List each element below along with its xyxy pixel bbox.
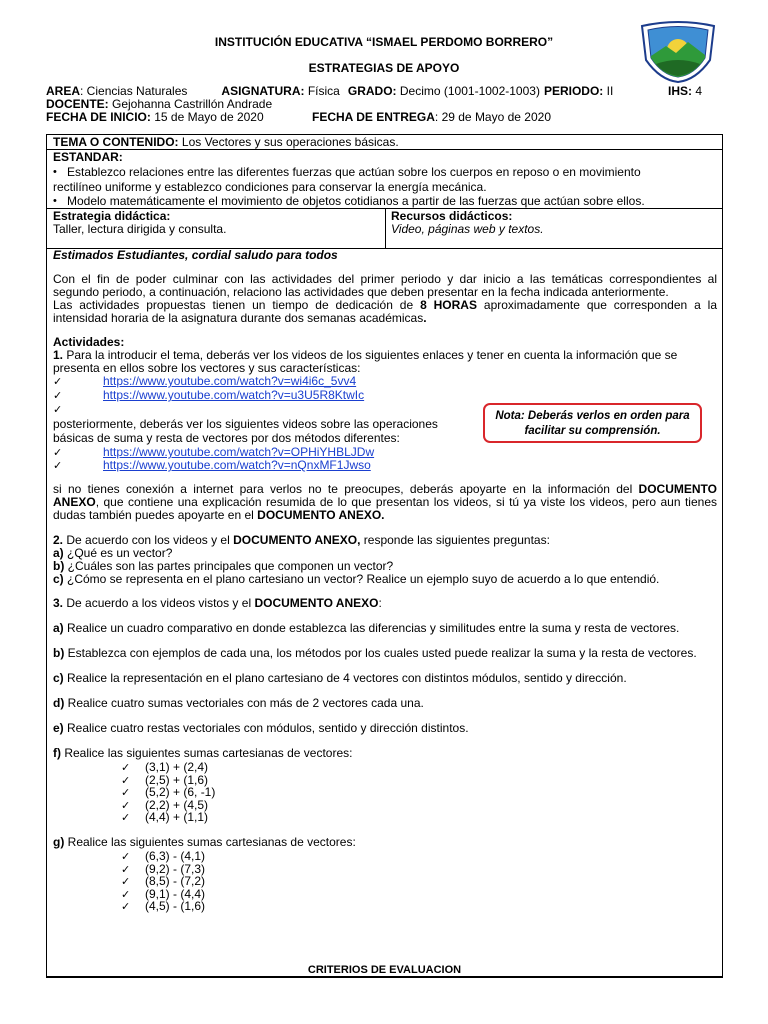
expression: (9,2) - (7,3)	[145, 861, 206, 876]
video-link-2[interactable]: https://www.youtube.com/watch?v=u3U5R8KtwIc	[103, 388, 365, 402]
question-a: a) ¿Qué es un vector?	[53, 546, 173, 560]
item-b: b) Establezca con ejemplos de cada una, los métodos por los cuales usted puede realizar la suma y la resta de vectores.	[53, 646, 697, 660]
fecha-inicio-value: 15 de Mayo de 2020	[150, 110, 264, 124]
school-seal	[636, 20, 720, 84]
video-link-4[interactable]: https://www.youtube.com/watch?v=nQnxMF1Jwso	[103, 458, 371, 472]
video-link-3[interactable]: https://www.youtube.com/watch?v=OPHiYHBLJDw	[103, 445, 375, 459]
periodo-label: PERIODO:	[543, 84, 604, 98]
criterios-heading: CRITERIOS DE EVALUACION	[307, 964, 462, 976]
check-icon: ✓	[121, 762, 131, 774]
item-f: f) Realice las siguientes sumas cartesianas de vectores:	[53, 746, 353, 760]
act1-line-1: 1. Para la introducir el tema, deberás ver los videos de los siguientes enlaces y tener en cuenta la información que se	[53, 348, 678, 362]
ihs	[668, 85, 702, 98]
estrategia-row	[47, 209, 722, 249]
link-row	[53, 389, 717, 403]
question-b: b) ¿Cuáles son las partes principales que componen un vector?	[53, 559, 394, 573]
video-link-1[interactable]: https://www.youtube.com/watch?v=wi4i6c_5vv4	[103, 374, 357, 388]
expression-row	[53, 900, 717, 914]
noconn-line-3: dudas también puedes apoyarte en el DOCUMENTO ANEXO.	[53, 508, 385, 522]
column-divider	[385, 209, 386, 249]
check-icon: ✓	[121, 799, 131, 812]
area-value: : Ciencias Naturales	[80, 84, 188, 98]
estrategia-value: Taller, lectura dirigida y consulta.	[53, 222, 227, 236]
act2-line: 2. De acuerdo con los videos y el DOCUMENTO ANEXO, responde las siguientes preguntas:	[53, 533, 550, 547]
ihs-value: 4	[692, 84, 703, 98]
expression: (9,1) - (4,4)	[145, 886, 206, 901]
area-label: AREA	[46, 84, 81, 98]
periodo-value: II	[603, 84, 614, 98]
grado-label: GRADO:	[347, 84, 397, 98]
fecha-entrega	[312, 111, 551, 124]
post-line-1: posteriormente, deberás ver los siguientes videos sobre las operaciones	[53, 417, 438, 431]
docente-label: DOCENTE:	[46, 97, 109, 111]
actividades-label: Actividades:	[53, 335, 125, 349]
item-g: g) Realice las siguientes sumas cartesianas de vectores:	[53, 835, 356, 849]
expression: (5,2) + (6, -1)	[145, 785, 216, 799]
asignatura-label: ASIGNATURA:	[221, 84, 305, 98]
estandar-1a: Establezco relaciones entre las diferentes fuerzas que actúan sobre los cuerpos en reposo o en movimiento	[67, 165, 641, 179]
check-icon: ✓	[121, 888, 131, 901]
expression: (2,2) + (4,5)	[145, 797, 209, 812]
check-icon: ✓	[121, 876, 131, 888]
link-row	[53, 459, 717, 473]
question-c: c) ¿Cómo se representa en el plano cartesiano un vector? Realice un ejemplo suyo de acuerdo a lo que entendió.	[53, 572, 660, 586]
expression: (3,1) + (2,4)	[145, 760, 209, 774]
item-d: d) Realice cuatro sumas vectoriales con más de 2 vectores cada una.	[53, 696, 424, 710]
estandar-2: Modelo matemáticamente el movimiento de objetos cotidianos a partir de las fuerzas que actúan sobre ellos.	[67, 194, 645, 208]
docente-value: Gejohanna Castrillón Andrade	[108, 97, 273, 111]
check-icon: ✓	[53, 376, 63, 388]
check-icon: ✓	[53, 404, 63, 416]
tema-row	[47, 135, 722, 150]
expression-row	[53, 811, 717, 825]
tema-label: TEMA O CONTENIDO:	[53, 135, 179, 149]
expression: (2,5) + (1,6)	[145, 772, 209, 787]
document-type: ESTRATEGIAS DE APOYO	[308, 61, 460, 75]
intro-line-2: segundo periodo, a continuación, relaciono las actividades que deben presentar en la fecha indicada anteriormente.	[53, 285, 669, 299]
act3-line: 3. De acuerdo a los videos vistos y el DOCUMENTO ANEXO:	[53, 596, 382, 610]
fecha-entrega-label: FECHA DE ENTREGA	[312, 110, 435, 124]
asignatura-value: Física	[304, 84, 340, 98]
school-name: INSTITUCIÓN EDUCATIVA “ISMAEL PERDOMO BORRERO”	[214, 35, 554, 49]
recursos-value: Video, páginas web y textos.	[391, 222, 544, 236]
check-icon: ✓	[121, 787, 131, 799]
note-box: Nota: Deberás verlos en orden para facilitar su comprensión.	[483, 403, 702, 443]
intro-line-3: Las actividades propuestas tienen un tiempo de dedicación de 8 HORAS aproximadamente que corresponden a la	[53, 298, 717, 312]
check-icon: ✓	[121, 901, 131, 913]
intro-line-1: Con el fin de poder culminar con las actividades del primer periodo y dar inicio a las temáticas correspondientes al	[53, 272, 717, 286]
fecha-entrega-value: : 29 de Mayo de 2020	[434, 110, 551, 124]
act1-line-2: presenta en ellos sobre los vectores y sus características:	[53, 361, 361, 375]
estrategia-label: Estrategia didáctica:	[53, 209, 171, 223]
item-a: a) Realice un cuadro comparativo en donde establezca las diferencias y similitudes entre la suma y resta de vectores.	[53, 621, 680, 635]
check-icon: ✓	[121, 863, 131, 876]
content-frame	[46, 134, 723, 978]
expression: (6,3) - (4,1)	[145, 849, 206, 863]
noconn-line-1: si no tienes conexión a internet para verlos no te preocupes, deberás apoyarte en la información del DOCUMENTO	[53, 482, 717, 496]
check-icon: ✓	[121, 851, 131, 863]
check-icon: ✓	[53, 390, 63, 402]
grado-value: Decimo (1001-1002-1003)	[396, 84, 540, 98]
fecha-inicio	[46, 111, 264, 124]
bullet-icon: •	[53, 195, 57, 207]
intro-line-4: intensidad horaria de la asignatura durante dos semanas académicas.	[53, 311, 427, 325]
expression: (8,5) - (7,2)	[145, 874, 206, 888]
expression: (4,4) + (1,1)	[145, 810, 209, 824]
estandar-label: ESTANDAR:	[53, 150, 123, 164]
check-icon: ✓	[53, 447, 63, 459]
check-icon: ✓	[121, 812, 131, 824]
estandar-1b: rectilíneo uniforme y establezco condiciones para conservar la energía mecánica.	[53, 180, 487, 194]
fecha-inicio-label: FECHA DE INICIO:	[46, 110, 151, 124]
estandar-row	[47, 150, 722, 209]
expression: (4,5) - (1,6)	[145, 899, 206, 913]
bullet-icon: •	[53, 166, 57, 178]
item-c: c) Realice la representación en el plano cartesiano de 4 vectores con distintos módulos, sentido y dirección.	[53, 671, 627, 685]
recursos-label: Recursos didácticos:	[391, 209, 513, 223]
greeting: Estimados Estudiantes, cordial saludo para todos	[53, 248, 338, 262]
link-row	[53, 375, 717, 389]
hours: 8 HORAS	[420, 298, 477, 312]
item-e: e) Realice cuatro restas vectoriales con módulos, sentido y dirección distintos.	[53, 721, 469, 735]
tema-value: Los Vectores y sus operaciones básicas.	[178, 135, 399, 149]
criterios-divider	[47, 976, 722, 977]
noconn-line-2: ANEXO, que contiene una explicación resumida de lo que presentan los videos, si tú ya viste los videos, pero aun tienes	[53, 495, 717, 509]
check-icon: ✓	[53, 460, 63, 472]
post-line-2: básicas de suma y resta de vectores por dos métodos diferentes:	[53, 431, 400, 445]
check-icon: ✓	[121, 774, 131, 787]
ihs-label: IHS:	[668, 84, 692, 98]
